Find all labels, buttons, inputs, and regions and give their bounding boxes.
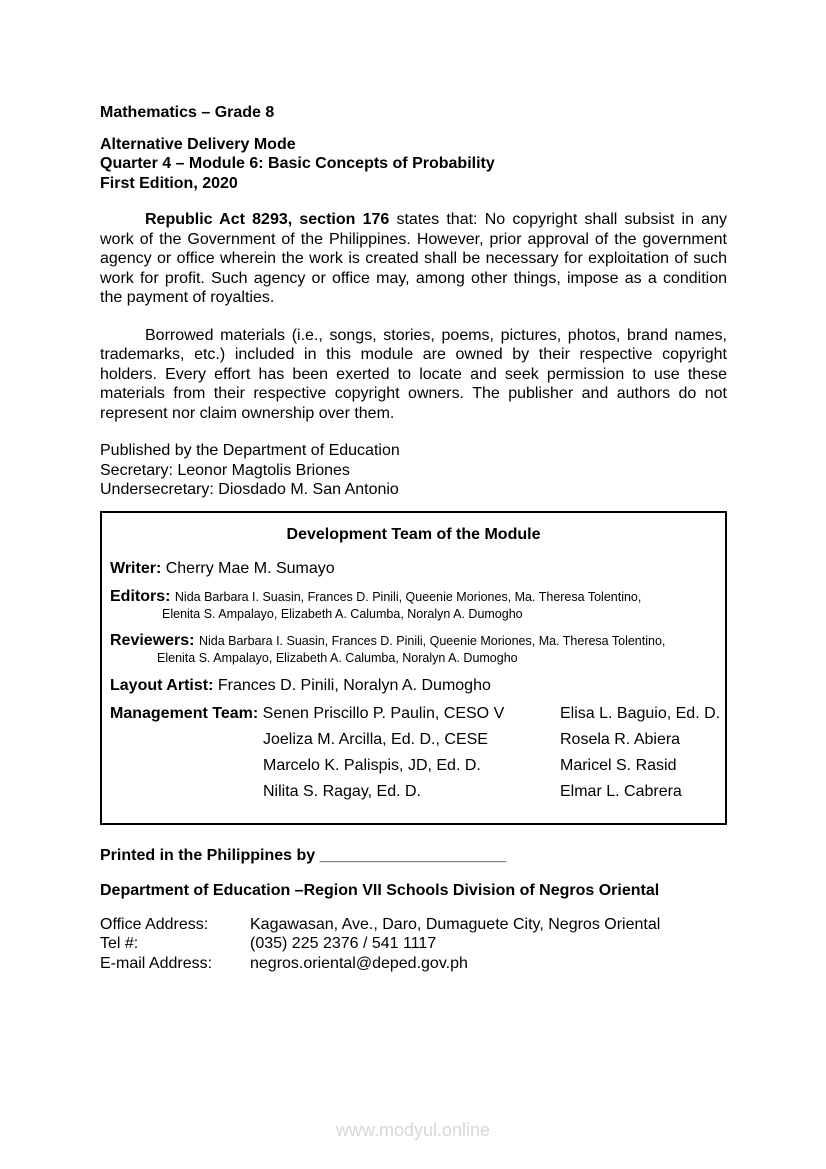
management-row-left [110, 701, 560, 727]
edition-block [100, 135, 727, 194]
edition-line-module: Quarter 4 – Module 6: Basic Concepts of Probability [100, 155, 495, 172]
writer-line [110, 559, 717, 578]
published-by-line: Published by the Department of Education [100, 442, 400, 459]
editors-label: Editors: [110, 587, 171, 605]
telephone-value: (035) 225 2376 / 541 1117 [250, 935, 437, 952]
division-title: Department of Education –Region VII Schools Division of Negros Oriental [100, 881, 660, 899]
subject-title: Mathematics – Grade 8 [100, 104, 275, 121]
edition-line-adm: Alternative Delivery Mode [100, 135, 296, 153]
contact-label: Office Address: [100, 915, 209, 933]
contact-label: E-mail Address: [100, 954, 213, 972]
printed-label: Printed in the Philippines by [100, 846, 320, 864]
management-row [110, 701, 721, 727]
management-row [110, 727, 717, 753]
management-member: Rosela R. Abiera [560, 730, 681, 748]
management-team-label: Management Team: [110, 704, 259, 722]
reviewers-line [110, 631, 717, 667]
copyright-paragraph-text: states that: No copyright shall subsist in any work of the Government of the Philippines. However, prior approval of the government agency or office wherein the work is created shall be necessary for exploitation of such work for profit. Such agency or office may, among other things, impose as a condition the payment of royalties. [100, 211, 727, 306]
email-value: negros.oriental@deped.gov.ph [250, 954, 468, 972]
management-team-grid [110, 701, 721, 805]
writer-label: Writer: [110, 559, 162, 577]
management-row [110, 779, 717, 805]
printed-in-philippines-line [100, 846, 727, 866]
reviewers-names-line2: Elenita S. Ampalayo, Elizabeth A. Calumba, Noralyn A. Dumogho [157, 651, 518, 665]
office-address-value: Kagawasan, Ave., Daro, Dumaguete City, Negros Oriental [250, 915, 661, 933]
publisher-block [100, 441, 727, 500]
dev-team-title: Development Team of the Module [286, 525, 541, 543]
watermark-text: www.modyul.online [335, 1120, 491, 1140]
reviewers-label: Reviewers: [110, 632, 195, 649]
secretary-line: Secretary: Leonor Magtolis Briones [100, 461, 350, 479]
editors-names-line2: Elenita S. Ampalayo, Elizabeth A. Calumba, Noralyn A. Dumogho [162, 606, 523, 621]
management-member: Joeliza M. Arcilla, Ed. D., CESE [263, 730, 488, 748]
contact-row [100, 934, 727, 954]
layout-artist-names: Frances D. Pinili, Noralyn A. Dumogho [217, 676, 491, 694]
copyright-paragraph [100, 210, 727, 308]
writer-name: Cherry Mae M. Sumayo [165, 559, 335, 577]
reviewers-names-line1: Nida Barbara I. Suasin, Frances D. Pinili, Queenie Moriones, Ma. Theresa Tolentino, [198, 634, 666, 648]
undersecretary-line: Undersecretary: Diosdado M. San Antonio [100, 481, 399, 498]
copyright-act-reference: Republic Act 8293, section 176 [145, 211, 390, 228]
layout-artist-line [110, 676, 717, 695]
editors-names-line1: Nida Barbara I. Suasin, Frances D. Pinili, Queenie Moriones, Ma. Theresa Tolentino, [174, 589, 642, 604]
editors-line [110, 587, 717, 623]
borrowed-materials-paragraph: Borrowed materials (i.e., songs, stories, poems, pictures, photos, brand names, trademarks, etc.) included in this module are owned by their respective copyright holders. Every effort has been exerted to locate and seek permission to use these materials from their respective copyright owners. The publisher and authors do not represent nor claim ownership over them. [100, 326, 727, 422]
management-member: Nilita S. Ragay, Ed. D. [263, 782, 421, 800]
contact-label: Tel #: [100, 935, 139, 952]
management-member: Maricel S. Rasid [560, 756, 677, 774]
contact-row [100, 954, 727, 974]
development-team-box [100, 511, 727, 825]
contact-row [100, 915, 727, 935]
contact-block [100, 915, 727, 974]
management-member: Marcelo K. Palispis, JD, Ed. D. [263, 756, 481, 774]
management-row [110, 753, 717, 779]
management-member: Elmar L. Cabrera [560, 782, 682, 800]
management-member: Elisa L. Baguio, Ed. D. [560, 704, 721, 722]
edition-line-year: First Edition, 2020 [100, 174, 238, 192]
layout-artist-label: Layout Artist: [110, 676, 214, 694]
printed-blank-line: _____________________ [319, 846, 507, 864]
page-content [100, 103, 727, 973]
management-member: Senen Priscillo P. Paulin, CESO V [262, 704, 505, 722]
